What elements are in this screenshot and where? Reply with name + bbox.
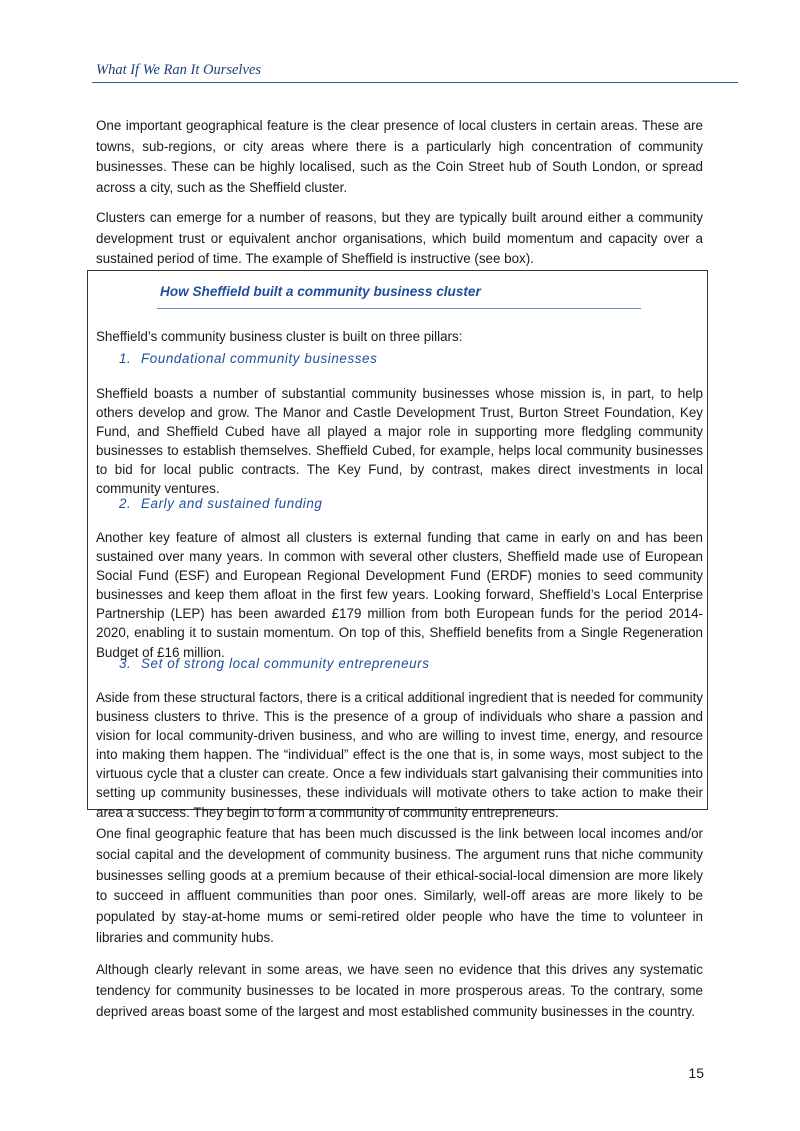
running-title: What If We Ran It Ourselves	[96, 62, 261, 78]
pillar-heading	[119, 656, 430, 671]
case-study-box	[87, 270, 708, 820]
pillar-title: Early and sustained funding	[141, 496, 323, 511]
pillar-title: Foundational community businesses	[141, 351, 378, 366]
pillar-number: 2.	[119, 496, 132, 511]
box-intro: Sheffield’s community business cluster is built on three pillars:	[96, 329, 463, 344]
pillar-text: Another key feature of almost all clusters is external funding that came in early on and has been sustained over many years. In common with several other clusters, Sheffield made use of European Social Fund (ESF) and European Regional Development Fund (ERDF) monies to seed community businesses and keep them afloat in the first few years. Looking forward, Sheffield’s Local Enterprise Partnership (LEP) has been awarded £179 million from both European funds for the period 2014-2020, enabling it to sustain momentum. On top of this, Sheffield benefits from a Single Regeneration Budget of £16 million.	[96, 530, 703, 660]
box-title: How Sheffield built a community business cluster	[160, 284, 481, 299]
pillar-heading	[119, 351, 377, 366]
pillar-title: Set of strong local community entrepreneurs	[141, 656, 430, 671]
paragraph: Although clearly relevant in some areas, we have seen no evidence that this drives any systematic tendency for community businesses to be located in more prosperous areas. To the contrary, some deprived areas boast some of the largest and most established community businesses in the country.	[96, 962, 703, 1019]
box-title-rule	[157, 308, 641, 309]
header-rule	[92, 82, 738, 83]
pillar-text: Aside from these structural factors, there is a critical additional ingredient that is needed for community business clusters to thrive. This is the presence of a group of individuals who share a passion and vision for local community-driven business, and who are willing to invest time, energy, and resource into making them happen. The “individual” effect is the one that is, in some ways, most subject to the virtuous cycle that a cluster can create. Once a few individuals start galvanising their communities into setting up community businesses, these individuals will motivate others to take action to make their area a success. They begin to form a community of community entrepreneurs.	[96, 690, 703, 820]
paragraph: Clusters can emerge for a number of reasons, but they are typically built around either a community development trust or equivalent anchor organisations, which build momentum and capacity over a sustained period of time. The example of Sheffield is instructive (see box).	[96, 210, 703, 266]
pillar-number: 3.	[119, 656, 132, 671]
pillar-number: 1.	[119, 351, 132, 366]
paragraph: One important geographical feature is the clear presence of local clusters in certain areas. These are towns, sub-regions, or city areas where there is a particularly high concentration of community businesses. These can be highly localised, such as the Coin Street hub of South London, or spread across a city, such as the Sheffield cluster.	[96, 118, 703, 195]
paragraph: One final geographic feature that has been much discussed is the link between local incomes and/or social capital and the development of community business. The argument runs that niche community businesses selling goods at a premium because of their ethical-social-local dimension are more likely to succeed in affluent communities than poor ones. Similarly, well-off areas are more likely to be populated by stay-at-home mums or semi-retired older people who have the time to volunteer in libraries and community hubs.	[96, 826, 703, 945]
pillar-text: Sheffield boasts a number of substantial community businesses whose mission is, in part, to help others develop and grow. The Manor and Castle Development Trust, Burton Street Foundation, Key Fund, and Sheffield Cubed have all played a major role in supporting more fledgling community businesses to establish themselves. Sheffield Cubed, for example, helps local community businesses to bid for local public contracts. The Key Fund, by contrast, makes direct investments in local community ventures.	[96, 386, 703, 497]
page-number: 15	[688, 1065, 704, 1081]
pillar-heading	[119, 496, 322, 511]
